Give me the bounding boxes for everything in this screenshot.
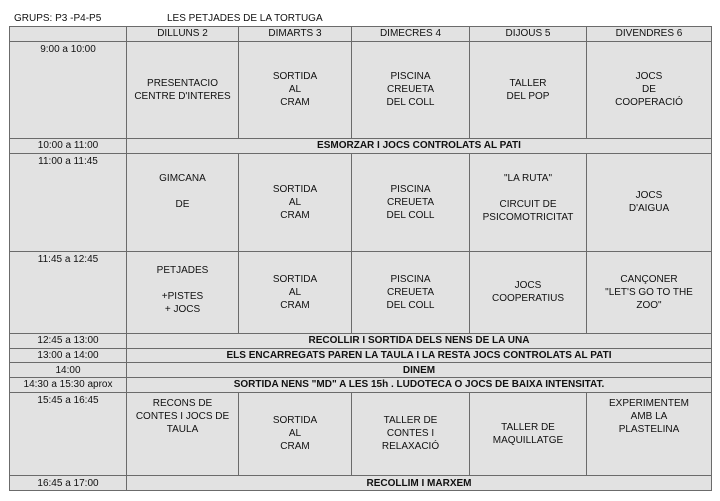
activity-span-cell: SORTIDA NENS "MD" A LES 15h . LUDOTECA O JOCS DE BAIXA INTENSITAT. [127,378,712,393]
activity-cell: PETJADES +PISTES + JOCS [127,251,239,333]
activity-cell: GIMCANA DE [127,153,239,251]
day-header-wednesday: DIMECRES 4 [352,27,470,42]
activity-span-cell: DINEM [127,363,712,378]
schedule-row [10,153,712,251]
time-slot: 11:45 a 12:45 [10,251,127,333]
corner-cell [10,27,127,42]
time-slot: 16:45 a 17:00 [10,476,127,491]
schedule-title: LES PETJADES DE LA TORTUGA [167,13,323,24]
schedule-row [10,138,712,153]
activity-span-cell: RECOLLIR I SORTIDA DELS NENS DE LA UNA [127,333,712,348]
schedule-row [10,392,712,475]
activity-cell: JOCS COOPERATIUS [470,251,587,333]
activity-cell: SORTIDA AL CRAM [239,153,352,251]
day-header-thursday: DIJOUS 5 [470,27,587,42]
schedule-row [10,251,712,333]
activity-cell: SORTIDA AL CRAM [239,251,352,333]
activity-cell: "LA RUTA" CIRCUIT DE PSICOMOTRICITAT [470,153,587,251]
day-header-monday: DILLUNS 2 [127,27,239,42]
time-slot: 14:30 a 15:30 aprox [10,378,127,393]
schedule-row [10,348,712,363]
activity-cell: JOCS DE COOPERACIÓ [587,41,712,138]
activity-cell: TALLER DE MAQUILLATGE [470,392,587,475]
time-slot: 14:00 [10,363,127,378]
time-slot: 15:45 a 16:45 [10,392,127,475]
activity-cell: JOCS D'AIGUA [587,153,712,251]
activity-span-cell: ELS ENCARREGATS PAREN LA TAULA I LA RESTA JOCS CONTROLATS AL PATI [127,348,712,363]
schedule-table [9,26,712,491]
schedule-row [10,378,712,393]
time-slot: 12:45 a 13:00 [10,333,127,348]
activity-cell: SORTIDA AL CRAM [239,41,352,138]
time-slot: 9:00 a 10:00 [10,41,127,138]
activity-span-cell: RECOLLIM I MARXEM [127,476,712,491]
schedule-row [10,41,712,138]
groups-label: GRUPS: P3 -P4-P5 [14,13,102,24]
activity-cell: PRESENTACIO CENTRE D'INTERES [127,41,239,138]
activity-cell: CANÇONER "LET'S GO TO THE ZOO" [587,251,712,333]
activity-cell: RECONS DE CONTES I JOCS DE TAULA [127,392,239,475]
time-slot: 11:00 a 11:45 [10,153,127,251]
time-slot: 13:00 a 14:00 [10,348,127,363]
activity-cell: TALLER DE CONTES I RELAXACIÓ [352,392,470,475]
schedule-row [10,333,712,348]
schedule-row [10,476,712,491]
day-header-friday: DIVENDRES 6 [587,27,712,42]
activity-cell: SORTIDA AL CRAM [239,392,352,475]
activity-span-cell: ESMORZAR I JOCS CONTROLATS AL PATI [127,138,712,153]
activity-cell: PISCINA CREUETA DEL COLL [352,153,470,251]
day-header-row [10,27,712,42]
time-slot: 10:00 a 11:00 [10,138,127,153]
schedule-row [10,363,712,378]
day-header-tuesday: DIMARTS 3 [239,27,352,42]
activity-cell: TALLER DEL POP [470,41,587,138]
activity-cell: EXPERIMENTEM AMB LA PLASTELINA [587,392,712,475]
activity-cell: PISCINA CREUETA DEL COLL [352,251,470,333]
activity-cell: PISCINA CREUETA DEL COLL [352,41,470,138]
